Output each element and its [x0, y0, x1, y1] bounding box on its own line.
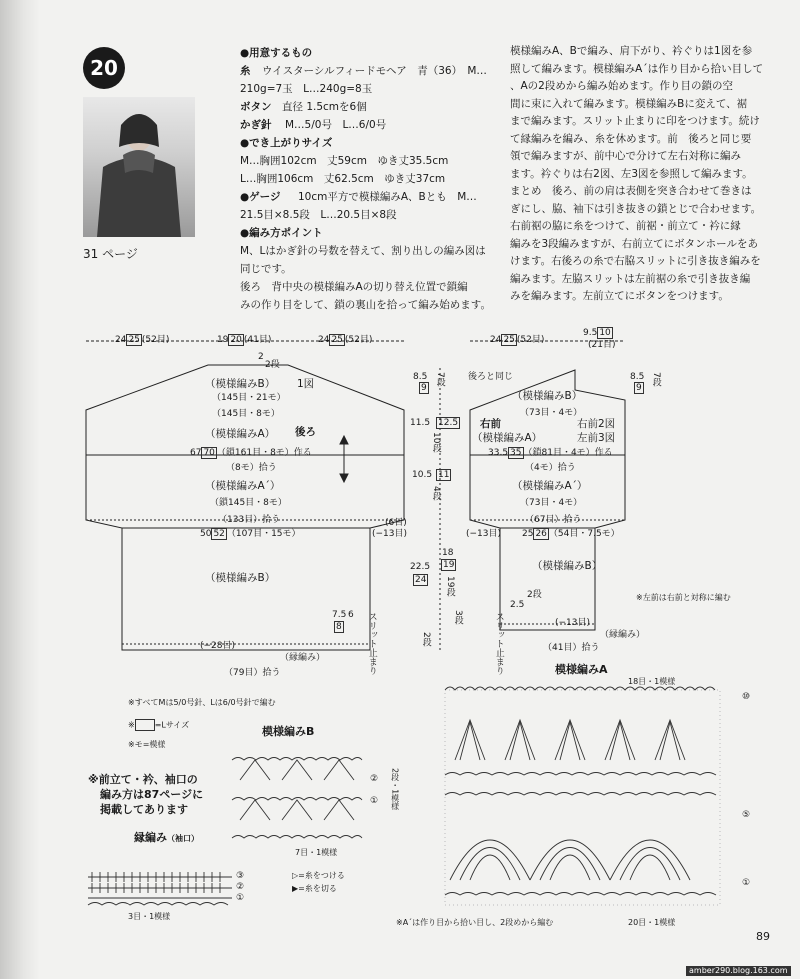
measure-rows-19: 19段	[444, 576, 455, 597]
measure-rows-4: 4段	[430, 486, 441, 501]
instruction-line: 間に束に入れて編みます。模様編みBに変えて、裾	[510, 97, 748, 110]
pattern-number-badge: 20	[83, 47, 125, 89]
back-hem-pick-79: （79目）拾う	[224, 668, 281, 678]
measure-105: 10.5	[412, 470, 433, 480]
instruction-line: ぎにし、脇、袖下は引き抜きの鎖とじで合わせます。	[510, 202, 762, 215]
front-pick-67: （67目）拾う	[525, 515, 582, 525]
right-front-fig: 右前2図	[577, 418, 616, 430]
chart-b-row-2: ②	[370, 774, 379, 784]
edging-row-2: ②	[236, 882, 245, 892]
back-hem-minus-28: (−28目)	[200, 641, 236, 651]
front-rows-7: 7段	[650, 372, 661, 387]
instruction-line: て縁編みを編み、糸を休めます。前 後ろと同じ要	[510, 132, 752, 145]
measure-24: 24	[415, 575, 427, 585]
points-line-2: 同じです。	[240, 263, 292, 275]
chart-b-title: 模様編みB	[262, 725, 315, 738]
points-heading: ●編み方ポイント	[240, 227, 323, 239]
yarn-line-1: ウイスターシルフィードモヘア 青（36） M…	[262, 65, 487, 77]
left-front-fig: 左前3図	[577, 432, 616, 444]
measure-18: 18	[442, 548, 454, 558]
front-pick-4: （4モ）拾う	[525, 463, 576, 473]
front-slit-end: スリット止まり	[493, 612, 504, 675]
measure-rows-2: 2段	[420, 632, 431, 647]
front-pattern-b2: （模様編みB）	[532, 560, 603, 572]
hook-text: M…5/0号 L…6/0号	[285, 119, 387, 131]
edging-repeat: 3目・1模様	[128, 912, 171, 921]
measure-9: 9	[421, 383, 427, 393]
measure-125: 12.5	[438, 418, 459, 428]
note-l-size: ※ =Lサイズ	[128, 720, 190, 730]
back-pattern-b-main: （模様編みB）	[205, 572, 276, 584]
back-neck-width: 19 20 (41目)	[217, 335, 272, 345]
note-reference-3: 掲載してあります	[100, 803, 188, 816]
note-mo: ※モ=模様	[128, 740, 166, 749]
back-pattern-a-prime: （模様編みA´）	[205, 480, 281, 492]
front-pattern-b: （模様編みB）	[512, 390, 583, 402]
chart-b-repeat-rows: 2段・1模様	[390, 768, 400, 811]
chart-b-repeat-stitches: 7目・1模様	[295, 848, 338, 857]
front-same-as-back: 後ろと同じ	[468, 372, 514, 382]
blog-watermark: amber290.blog.163.com	[686, 966, 791, 976]
front-slit-rows: 2段	[527, 590, 542, 600]
measure-rows-10: 10段	[430, 432, 441, 453]
right-front-label: 右前	[480, 418, 501, 430]
front-hem-pick-41: （41目）拾う	[543, 643, 600, 653]
front-neck-stitches: (21目)	[588, 340, 616, 350]
measure-11: 11	[438, 470, 450, 480]
materials-heading: ●用意するもの	[240, 47, 313, 59]
back-stitch-145-8: （145目・8モ）	[212, 409, 280, 419]
instruction-line: 編みます。左脇スリットは左前裾の糸で引き抜き編	[510, 272, 751, 285]
front-shoulder-width: 24 25 (52目)	[490, 335, 545, 345]
note-reference-1: ※前立て・衿、袖口の	[88, 773, 198, 786]
front-hem-minus-13: (−13目)	[555, 618, 591, 628]
left-front-note: ※左前は右前と対称に編む	[636, 593, 731, 602]
measure-225: 22.5	[410, 562, 431, 572]
instruction-line: 編みを3段編みますが、右前立てにボタンホールをあ	[510, 237, 758, 250]
instruction-line: 模様編みA、Bで編み、肩下がり、衿ぐりは1図を参	[510, 45, 753, 57]
instruction-line: けます。右後ろの糸で右脇スリットに引き抜き編みを	[510, 255, 761, 267]
points-line-1: M、Lはかぎ針の号数を替えて、割り出しの編み図は	[240, 245, 486, 257]
size-l: L…胸囲106cm 丈62.5cm ゆき丈37cm	[240, 173, 446, 185]
back-pattern-b-top: （模様編みB）	[205, 378, 276, 390]
back-slit-75: 7.5	[332, 610, 347, 620]
back-chain-count: 67 70 （鎖161目・8モ）作る	[190, 448, 312, 458]
back-shoulder-rows-num: 2	[258, 352, 264, 362]
instruction-line: 照して編みます。模様編みA´は作り目から拾い目して	[510, 62, 764, 75]
front-slit-25: 2.5	[510, 600, 525, 610]
back-shoulder-rows: 2段	[265, 360, 280, 370]
instruction-line: まとめ 後ろ、前の肩は表側を突き合わせて巻きは	[510, 185, 752, 197]
points-line-4: みの作り目をして、鎖の裏山を拾って編み始めます。	[240, 299, 491, 311]
instruction-line: まで編みます。スリット止まりに印をつけます。続け	[510, 115, 760, 127]
instruction-line: 領で編みますが、前中心で分けて左右対称に編み	[510, 150, 741, 162]
gauge-line-1: 10cm平方で模様編みA、Bとも M…	[298, 191, 477, 203]
back-top-left-width: 24 25 (52目)	[115, 335, 170, 345]
front-stitch-73-4: （73目・4モ）	[520, 408, 583, 418]
measure-rows-3: 3段	[452, 610, 463, 625]
back-top-right-width: 24 25 (52目)	[318, 335, 373, 345]
measure-19: 19	[443, 560, 455, 570]
chart-b-row-1: ①	[370, 796, 379, 806]
legend-cut-yarn: ▶=糸を切る	[292, 884, 337, 893]
yarn-line-2: 210g=7玉 L…240g=8玉	[240, 83, 373, 95]
edging-title: 縁編み（袖口）	[134, 831, 199, 844]
chart-a-row-1: ①	[742, 878, 751, 888]
size-m: M…胸囲102cm 丈59cm ゆき丈35.5cm	[240, 155, 449, 167]
measure-115: 11.5	[410, 418, 431, 428]
front-pattern-a: （模様編みA）	[472, 432, 543, 444]
chart-a-title: 模様編みA	[555, 663, 608, 676]
back-chain-145: （鎖145目・8モ）	[210, 498, 287, 508]
front-chain-count: 33.5 35 （鎖81目・4モ）作る	[488, 448, 613, 458]
hook-label: かぎ針	[240, 119, 272, 131]
back-pick-8: （8モ）拾う	[226, 463, 277, 473]
edging-row-3: ③	[236, 871, 245, 881]
size-heading: ●でき上がりサイズ	[240, 137, 333, 149]
front-edge-label: （縁編み）	[600, 630, 646, 640]
measure-rows-7: 7段	[434, 372, 445, 387]
measure-85: 8.5	[413, 372, 428, 382]
back-pick-133: （133目）拾う	[218, 515, 281, 525]
back-slit-end: スリット止まり	[366, 612, 377, 675]
page-number: 89	[756, 930, 770, 943]
chart-a-note: ※A´は作り目から拾い目し、2段めから編む	[396, 918, 554, 927]
back-minus-6: (6目)	[385, 518, 407, 528]
front-minus-13: (−13目)	[466, 529, 502, 539]
legend-attach-yarn: ▷=糸をつける	[292, 871, 345, 880]
instruction-line: みを編みます。左前立てにボタンをつけます。	[510, 290, 729, 302]
instruction-line: 右前裾の脇に糸をつけて、前裾・前立て・衿に縁	[510, 220, 741, 232]
back-stitch-145-21: （145目・21モ）	[212, 393, 286, 403]
instruction-line: 、Aの2段めから編み始めます。作り目の鎖の空	[510, 80, 734, 92]
back-edge-label: （縁編み）	[280, 653, 326, 663]
front-body-width: 25 26 （54目・7.5モ）	[522, 529, 620, 539]
gauge-heading: ●ゲージ	[240, 191, 281, 203]
back-label: 後ろ	[295, 426, 316, 438]
back-minus-13: (−13目)	[372, 529, 408, 539]
back-body-width: 50 52 （107目・15モ）	[200, 529, 301, 539]
button-label: ボタン	[240, 101, 272, 113]
note-reference-2: 編み方は87ページに	[100, 788, 204, 801]
chart-a-repeat-top: 18目・1模様	[628, 677, 676, 686]
gauge-line-2: 21.5目×8.5段 L…20.5目×8段	[240, 209, 397, 221]
front-measure-85: 8.5	[630, 372, 645, 382]
front-pattern-a-prime: （模様編みA´）	[512, 480, 588, 492]
yarn-label: 糸	[240, 65, 251, 77]
front-stitch-73-4b: （73目・4モ）	[520, 498, 583, 508]
button-text: 直径 1.5cmを6個	[282, 101, 367, 113]
chart-a-row-5: ⑤	[742, 810, 751, 820]
back-slit-6: 6	[348, 610, 354, 620]
chart-a-repeat-bottom: 20目・1模様	[628, 918, 676, 927]
instruction-line: ます。衿ぐりは右2図、左3図を参照して編みます。	[510, 167, 753, 180]
edging-row-1: ①	[236, 893, 245, 903]
back-pattern-a: （模様編みA）	[205, 428, 276, 440]
front-measure-9: 9	[636, 383, 642, 393]
points-line-3: 後ろ 背中央の模様編みAの切り替え位置で鎖編	[240, 281, 468, 293]
front-neck-width: 9.5 10	[583, 328, 611, 338]
photo-page-caption: 31 ページ	[83, 247, 138, 261]
chart-a-row-10: ⑩	[742, 692, 751, 702]
back-fig1-label: 1図	[297, 378, 315, 390]
note-needle-sizes: ※すべてMは5/0号針、Lは6/0号針で編む	[128, 698, 276, 707]
back-slit-8: 8	[336, 622, 342, 632]
